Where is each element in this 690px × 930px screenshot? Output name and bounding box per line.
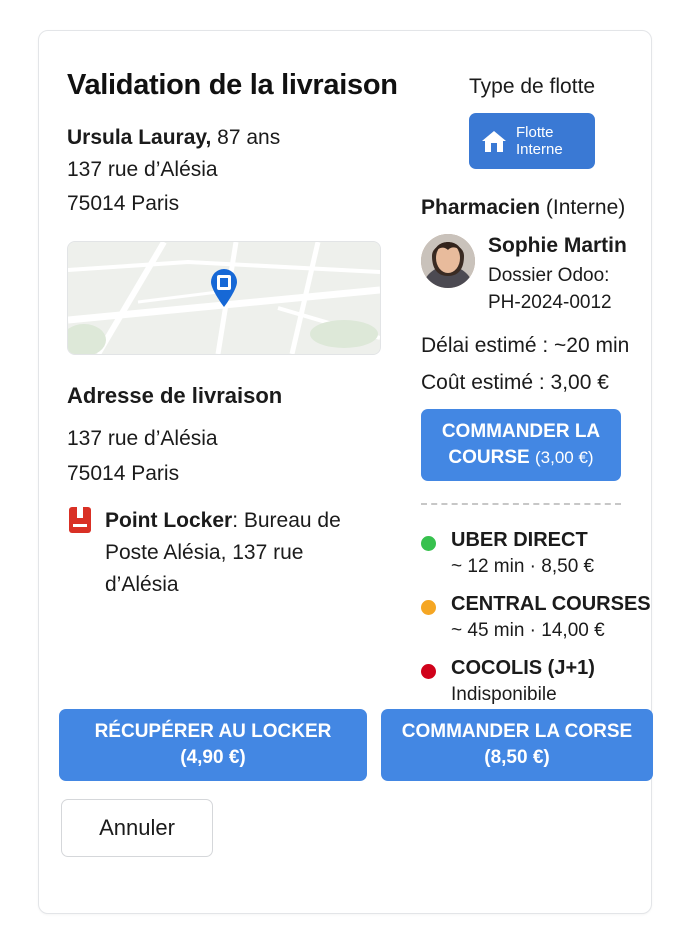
patient-address-line2: 75014 Paris xyxy=(67,192,180,215)
carrier-name: COCOLIS (J+1) xyxy=(451,657,595,679)
order-corse-button[interactable] xyxy=(381,709,653,781)
map-pin-icon xyxy=(209,268,239,308)
pharmacist-file xyxy=(488,262,668,316)
page-title: Validation de la livraison xyxy=(67,69,398,101)
pharmacist-file-ref: PH-2024-0012 xyxy=(488,292,612,313)
delivery-address-line2: 75014 Paris xyxy=(67,462,180,485)
status-dot-icon xyxy=(421,600,436,615)
pharmacist-heading xyxy=(421,196,625,220)
pharmacist-name: Sophie Martin xyxy=(488,234,627,257)
patient-identity xyxy=(67,126,280,150)
order-course-line1: COMMANDER LA xyxy=(441,421,601,442)
delivery-address-line1: 137 rue d’Alésia xyxy=(67,427,218,450)
patient-name: Ursula Lauray, xyxy=(67,126,212,149)
status-dot-icon xyxy=(421,664,436,679)
status-dot-icon xyxy=(421,536,436,551)
fleet-chip-line2: Interne xyxy=(516,141,563,158)
estimated-cost: Coût estimé : 3,00 € xyxy=(421,371,609,394)
order-corse-line1: COMMANDER LA CORSE xyxy=(401,721,633,742)
order-course-button[interactable] xyxy=(421,409,621,481)
cancel-button[interactable]: Annuler xyxy=(61,799,213,857)
divider xyxy=(421,503,621,505)
carrier-info: ~ 45 min · 14,00 € xyxy=(451,620,605,641)
fleet-chip-line1: Flotte xyxy=(516,124,554,141)
estimated-delay: Délai estimé : ~20 min xyxy=(421,334,630,357)
pickup-at-locker-line2: (4,90 €) xyxy=(180,747,246,768)
carrier-name: CENTRAL COURSES xyxy=(451,593,651,615)
pharmacist-file-label: Dossier Odoo: xyxy=(488,265,610,286)
locker-value: : Bureau de Poste Alésia, 137 rue d’Alésia xyxy=(105,509,341,596)
map-preview[interactable] xyxy=(67,241,381,355)
patient-age: 87 ans xyxy=(211,126,281,149)
delivery-validation-card xyxy=(38,30,652,914)
carrier-info: Indisponibile xyxy=(451,684,557,705)
locker-info xyxy=(105,505,377,601)
order-corse-line2: (8,50 €) xyxy=(484,747,550,768)
locker-label: Point Locker xyxy=(105,509,233,532)
pickup-at-locker-button[interactable] xyxy=(59,709,367,781)
avatar xyxy=(421,234,475,288)
patient-address-line1: 137 rue d’Alésia xyxy=(67,158,218,181)
carrier-name: UBER DIRECT xyxy=(451,529,588,551)
fleet-internal-chip[interactable] xyxy=(469,113,595,169)
locker-icon xyxy=(69,507,91,533)
order-course-price: (3,00 €) xyxy=(534,448,594,467)
pickup-at-locker-line1: RÉCUPÉRER AU LOCKER xyxy=(94,721,332,742)
fleet-type-label: Type de flotte xyxy=(469,75,596,98)
order-course-line2: COURSE xyxy=(448,447,535,468)
truncated-top-text xyxy=(38,0,638,14)
home-icon xyxy=(479,126,509,156)
pharmacist-role: Pharmacien xyxy=(421,196,541,219)
carrier-info: ~ 12 min · 8,50 € xyxy=(451,556,595,577)
fleet-chip-text xyxy=(516,124,563,158)
pharmacist-role-suffix: (Interne) xyxy=(540,196,626,219)
delivery-address-title: Adresse de livraison xyxy=(67,383,283,408)
